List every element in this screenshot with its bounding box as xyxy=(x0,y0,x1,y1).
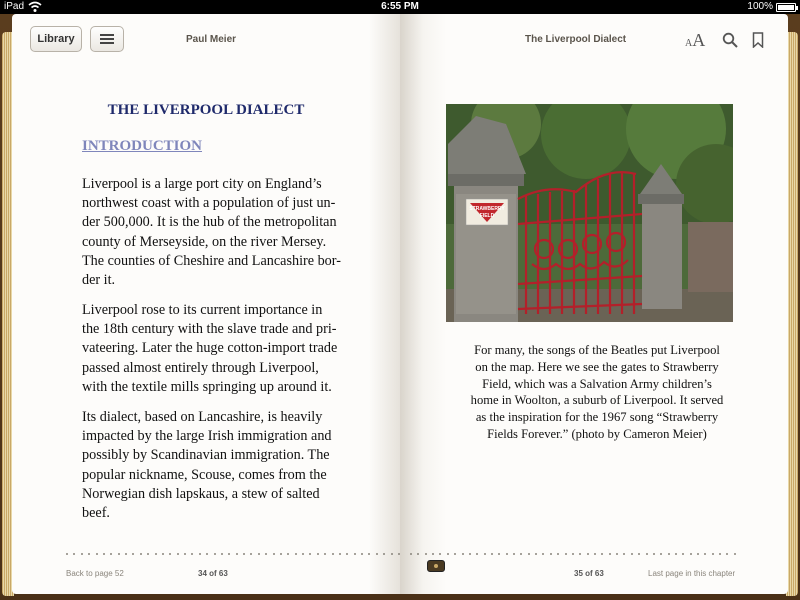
scrubber-dot xyxy=(273,553,275,555)
search-icon[interactable] xyxy=(722,32,738,48)
scrubber-thumb[interactable] xyxy=(427,560,445,572)
scrubber-dot xyxy=(587,553,589,555)
scrubber-dot xyxy=(432,553,434,555)
scrubber-dot xyxy=(103,553,105,555)
scrubber-dot xyxy=(454,553,456,555)
scrubber-dot xyxy=(690,553,692,555)
last-page-note: Last page in this chapter xyxy=(648,569,736,578)
scrubber-dot xyxy=(410,553,412,555)
scrubber-dot xyxy=(110,553,112,555)
scrubber-dot xyxy=(682,553,684,555)
scrubber-dot xyxy=(66,553,68,555)
scrubber-dot xyxy=(506,553,508,555)
scrubber-dot xyxy=(623,553,625,555)
sign-line-1: STRAWBERRY xyxy=(469,206,505,212)
scrubber-dot xyxy=(484,553,486,555)
scrubber-dot xyxy=(520,553,522,555)
battery-percent: 100% xyxy=(747,1,773,12)
list-icon xyxy=(100,34,114,44)
font-small-glyph: A xyxy=(685,38,693,49)
scrubber-dot xyxy=(542,553,544,555)
font-big-glyph: A xyxy=(692,30,706,50)
scrubber-dot xyxy=(383,553,385,555)
book-title: The Liverpool Dialect xyxy=(525,34,627,45)
scrubber-dot xyxy=(616,553,618,555)
photo-caption: For many, the songs of the Beatles put Liverpool on the map. Here we see the gates to Strawberry Field, which was a Salvation Army children’s home in Woolton, a suburb of Liverpool. It served as the inspiration for the 1967 song “Strawberry Fields Forever.” (photo by Cameron Meier) xyxy=(470,343,724,441)
paragraph-2: Liverpool rose to its current importance in the 18th century with the slave trade and pri- vateering. Later the huge cotton-import trade passed almost entirely through Liverpool, with the textile mills springing up around it. xyxy=(82,302,338,395)
scrubber-dot xyxy=(697,553,699,555)
scrubber-dot xyxy=(265,553,267,555)
scrubber-dot xyxy=(302,553,304,555)
scrubber-dot xyxy=(594,553,596,555)
scrubber-dot xyxy=(184,553,186,555)
scrubber-dot xyxy=(535,553,537,555)
scrubber-dot xyxy=(162,553,164,555)
scrubber-dot xyxy=(280,553,282,555)
scrubber-dot xyxy=(675,553,677,555)
scrubber-dot xyxy=(476,553,478,555)
scrubber-dot xyxy=(704,553,706,555)
scrubber-dot xyxy=(140,553,142,555)
scrubber-dot xyxy=(572,553,574,555)
battery-icon xyxy=(776,3,796,12)
scrubber-dot xyxy=(528,553,530,555)
scrubber-dot xyxy=(579,553,581,555)
scrubber-dot xyxy=(324,553,326,555)
scrubber-dot xyxy=(96,553,98,555)
scrubber-dot xyxy=(88,553,90,555)
scrubber-dot xyxy=(447,553,449,555)
left-page-number: 34 of 63 xyxy=(198,569,228,578)
scrubber-dot xyxy=(361,553,363,555)
library-button[interactable]: Library xyxy=(30,26,82,52)
scrubber-dot xyxy=(236,553,238,555)
scrubber-dot xyxy=(557,553,559,555)
battery-status xyxy=(747,0,796,14)
paragraph-3: Its dialect, based on Lancashire, is heavily impacted by the large Irish immigration and possibly by Scandinavian immigration. The popular nickname, Scouse, comes from the Norwegian dish lapskaus, a stew of salted beef. xyxy=(82,409,332,522)
scrubber-dot xyxy=(258,553,260,555)
scrubber-dot xyxy=(339,553,341,555)
scrubber-dot xyxy=(206,553,208,555)
scrubber-dot xyxy=(376,553,378,555)
scrubber-dot xyxy=(668,553,670,555)
scrubber-dot xyxy=(462,553,464,555)
scrubber-dot xyxy=(719,553,721,555)
scrubber-dot xyxy=(73,553,75,555)
scrubber-dot xyxy=(191,553,193,555)
scrubber-dot xyxy=(295,553,297,555)
scrubber-dot xyxy=(425,553,427,555)
scrubber-dot xyxy=(332,553,334,555)
scrubber-dot xyxy=(125,553,127,555)
scrubber-dot xyxy=(712,553,714,555)
status-bar xyxy=(0,0,800,14)
strawberry-field-photo xyxy=(446,104,733,322)
scrubber-dot xyxy=(469,553,471,555)
table-of-contents-button[interactable] xyxy=(90,26,124,52)
scrubber-dot xyxy=(646,553,648,555)
back-to-page-link[interactable]: Back to page 52 xyxy=(66,569,124,578)
scrubber-dot xyxy=(250,553,252,555)
scrubber-dot xyxy=(177,553,179,555)
scrubber-dot xyxy=(491,553,493,555)
font-size-icon[interactable] xyxy=(685,30,705,51)
scrubber-dot xyxy=(221,553,223,555)
scrubber-dot xyxy=(155,553,157,555)
clock: 6:55 PM xyxy=(381,1,419,12)
scrubber-dot xyxy=(81,553,83,555)
chapter-title: THE LIVERPOOL DIALECT xyxy=(107,102,305,118)
scrubber-dot xyxy=(660,553,662,555)
right-page-number: 35 of 63 xyxy=(574,569,604,578)
scrubber-dot xyxy=(368,553,370,555)
scrubber-dot xyxy=(601,553,603,555)
bookmark-icon[interactable] xyxy=(752,32,764,48)
scrubber-dot xyxy=(243,553,245,555)
scrubber-dot xyxy=(638,553,640,555)
scrubber-dot xyxy=(653,553,655,555)
scrubber-dot xyxy=(354,553,356,555)
scrubber-dot xyxy=(132,553,134,555)
scrubber-dot xyxy=(609,553,611,555)
scrubber-dot xyxy=(734,553,736,555)
scrubber-dot xyxy=(631,553,633,555)
page-scrubber-right[interactable] xyxy=(410,553,736,557)
scrubber-dot xyxy=(391,553,393,555)
page-scrubber-left[interactable] xyxy=(66,553,400,557)
device-label: iPad xyxy=(4,1,25,12)
scrubber-dot xyxy=(118,553,120,555)
scrubber-dot xyxy=(317,553,319,555)
scrubber-dot xyxy=(147,553,149,555)
scrubber-dot xyxy=(228,553,230,555)
scrubber-dot xyxy=(199,553,201,555)
scrubber-dot xyxy=(309,553,311,555)
scrubber-dot xyxy=(417,553,419,555)
scrubber-dot xyxy=(513,553,515,555)
sign-line-2: FIELD xyxy=(479,213,495,219)
scrubber-dot xyxy=(214,553,216,555)
left-page[interactable] xyxy=(12,14,400,594)
scrubber-dot xyxy=(550,553,552,555)
right-page[interactable] xyxy=(400,14,788,594)
scrubber-dot xyxy=(169,553,171,555)
section-heading[interactable]: INTRODUCTION xyxy=(82,138,203,154)
scrubber-dot xyxy=(726,553,728,555)
scrubber-dot xyxy=(287,553,289,555)
book-spread xyxy=(0,14,800,600)
scrubber-dot xyxy=(565,553,567,555)
scrubber-dot xyxy=(346,553,348,555)
paragraph-1: Liverpool is a large port city on England’s northwest coast with a population of just un- der 500,000. It is the hub of the metropolitan county of Merseyside, on the river Mersey. The counties of Cheshire and Lancashire bor- der it. xyxy=(82,176,341,289)
scrubber-dot xyxy=(498,553,500,555)
scrubber-dot xyxy=(439,553,441,555)
author-name: Paul Meier xyxy=(186,34,237,45)
